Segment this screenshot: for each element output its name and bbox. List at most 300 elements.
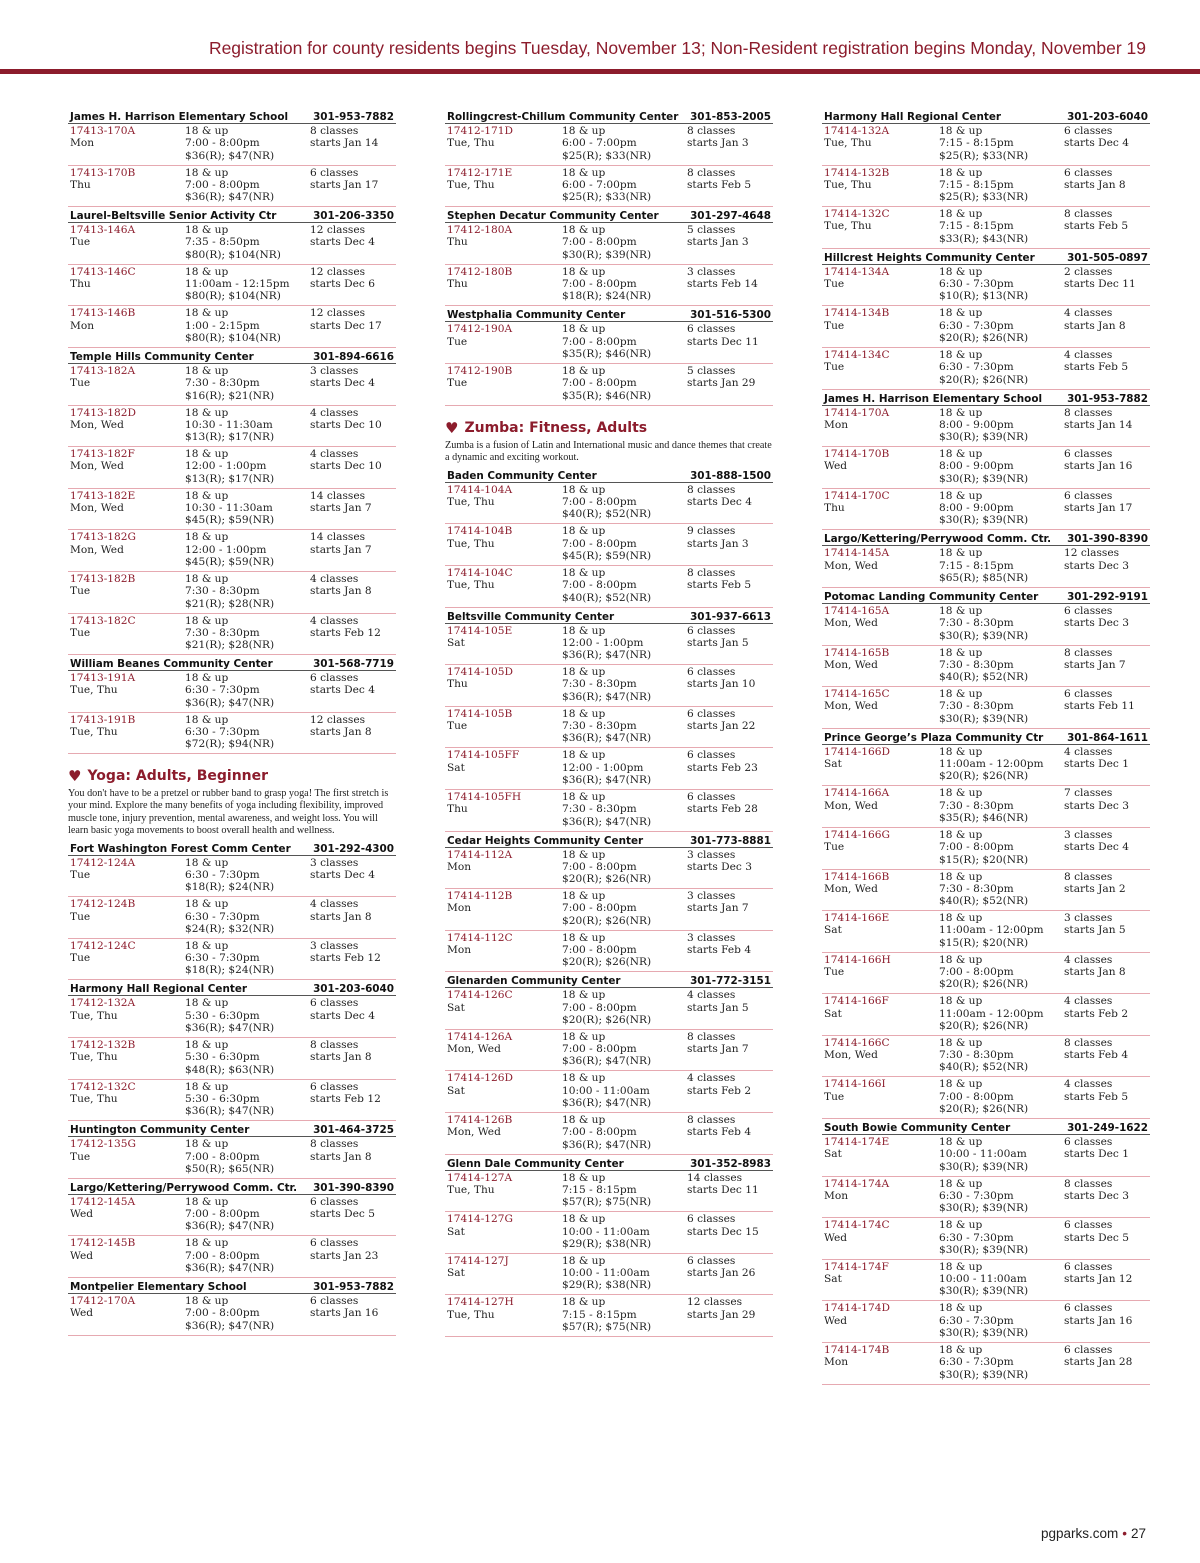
class-details — [185, 1081, 310, 1121]
class-left — [824, 125, 939, 165]
class-age: 18 & up — [185, 1080, 229, 1093]
class-code[interactable]: 17414-166C — [824, 1036, 890, 1049]
class-start: starts Dec 3 — [1064, 617, 1129, 630]
class-code[interactable]: 17413-182B — [70, 572, 136, 585]
class-code[interactable]: 17413-146C — [70, 265, 136, 278]
class-days: Mon, Wed — [70, 543, 124, 556]
class-listing — [445, 665, 773, 707]
class-code[interactable]: 17413-182C — [70, 614, 136, 627]
class-code[interactable]: 17414-105D — [447, 666, 513, 679]
class-start: starts Dec 4 — [310, 377, 375, 390]
class-start: starts Jan 8 — [310, 910, 372, 923]
class-count: 4 classes — [310, 406, 359, 419]
class-code[interactable]: 17414-166E — [824, 912, 890, 925]
class-details — [562, 125, 687, 165]
class-left — [824, 1219, 939, 1259]
class-schedule — [1064, 1302, 1152, 1342]
class-listing — [68, 1038, 396, 1080]
class-left — [824, 829, 939, 869]
class-time: 7:00 - 8:00pm — [185, 1249, 260, 1262]
class-code[interactable]: 17412-145B — [70, 1237, 136, 1250]
class-left — [824, 1136, 939, 1176]
location-name: James H. Harrison Elementary School — [824, 392, 1043, 405]
class-listing — [822, 1077, 1150, 1119]
class-fee: $20(R); $26(NR) — [562, 914, 652, 927]
class-count: 6 classes — [310, 997, 359, 1010]
class-code[interactable]: 17414-145A — [824, 547, 890, 560]
class-age: 18 & up — [185, 166, 229, 179]
class-listing — [68, 306, 396, 348]
class-code[interactable]: 17413-182F — [70, 448, 135, 461]
class-code[interactable]: 17414-112B — [447, 890, 513, 903]
class-start: starts Jan 8 — [310, 1051, 372, 1064]
class-code[interactable]: 17414-174C — [824, 1219, 890, 1232]
class-schedule — [687, 666, 775, 706]
class-code[interactable]: 17413-170A — [70, 125, 136, 137]
class-schedule — [687, 1255, 775, 1295]
class-details — [562, 567, 687, 607]
class-left — [447, 567, 562, 607]
class-code[interactable]: 17413-182D — [70, 406, 136, 419]
class-listing — [68, 489, 396, 531]
class-code[interactable]: 17414-165C — [824, 688, 890, 701]
class-code[interactable]: 17412-170A — [70, 1295, 136, 1308]
class-schedule — [1064, 407, 1152, 447]
class-start: starts Dec 5 — [310, 1208, 375, 1221]
class-schedule — [687, 224, 775, 264]
class-code[interactable]: 17414-174E — [824, 1136, 890, 1149]
class-schedule — [687, 1172, 775, 1212]
class-code[interactable]: 17414-132B — [824, 166, 890, 179]
class-days: Tue, Thu — [447, 1308, 495, 1321]
class-schedule — [687, 791, 775, 831]
class-code[interactable]: 17414-170A — [824, 406, 890, 419]
class-code[interactable]: 17414-166A — [824, 787, 890, 800]
class-left — [70, 857, 185, 897]
class-code[interactable]: 17413-146A — [70, 224, 136, 237]
class-fee: $18(R); $24(NR) — [185, 881, 275, 894]
class-start: starts Feb 4 — [687, 1126, 752, 1139]
class-code[interactable]: 17414-127A — [447, 1171, 513, 1184]
class-listing — [445, 524, 773, 566]
class-code[interactable]: 17413-146B — [70, 307, 136, 320]
class-code[interactable]: 17414-174F — [824, 1260, 889, 1273]
class-code[interactable]: 17414-104B — [447, 525, 513, 538]
class-schedule — [687, 1213, 775, 1253]
class-fee: $21(R); $28(NR) — [185, 597, 275, 610]
class-code[interactable]: 17412-190A — [447, 323, 513, 336]
class-left — [824, 995, 939, 1035]
class-left — [824, 167, 939, 207]
location-name: Harmony Hall Regional Center — [824, 111, 1002, 123]
class-code[interactable]: 17414-104A — [447, 483, 513, 496]
class-fee: $13(R); $17(NR) — [185, 472, 275, 485]
class-code[interactable]: 17414-105E — [447, 624, 513, 637]
class-fee: $36(R); $47(NR) — [562, 1138, 652, 1151]
class-details — [562, 1255, 687, 1295]
class-days: Wed — [824, 460, 848, 473]
class-fee: $80(R); $104(NR) — [185, 290, 281, 303]
class-age: 18 & up — [562, 931, 606, 944]
class-details — [562, 167, 687, 207]
class-days: Mon — [70, 137, 95, 150]
class-left — [447, 323, 562, 363]
class-code[interactable]: 17413-191B — [70, 713, 136, 726]
class-code[interactable]: 17414-132C — [824, 208, 890, 221]
class-code[interactable]: 17414-174B — [824, 1344, 890, 1357]
class-left — [70, 125, 185, 165]
class-count: 8 classes — [687, 1114, 736, 1127]
class-schedule — [1064, 912, 1152, 952]
class-schedule — [1064, 1136, 1152, 1176]
class-time: 6:30 - 7:30pm — [939, 1314, 1014, 1327]
class-age: 18 & up — [185, 1195, 229, 1208]
class-fee: $48(R); $63(NR) — [185, 1063, 275, 1076]
class-time: 7:00 - 8:00pm — [562, 1126, 637, 1139]
class-start: starts Jan 8 — [1064, 178, 1126, 191]
class-code[interactable]: 17414-166G — [824, 828, 890, 841]
class-listing — [68, 614, 396, 656]
class-code[interactable]: 17414-166B — [824, 870, 890, 883]
location-phone: 301-953-7882 — [313, 111, 394, 123]
class-time: 6:30 - 7:30pm — [939, 278, 1014, 291]
class-fee: $36(R); $47(NR) — [185, 149, 275, 162]
class-time: 6:30 - 7:30pm — [939, 1231, 1014, 1244]
class-days: Tue — [824, 361, 845, 374]
class-schedule — [310, 997, 398, 1037]
class-time: 7:30 - 8:30pm — [185, 626, 260, 639]
class-code[interactable]: 17412-124A — [70, 856, 136, 869]
class-fee: $40(R); $52(NR) — [562, 591, 652, 604]
class-code[interactable]: 17414-105FH — [447, 790, 522, 803]
class-count: 3 classes — [310, 856, 359, 869]
class-time: 7:35 - 8:50pm — [185, 236, 260, 249]
class-code[interactable]: 17414-105B — [447, 707, 513, 720]
class-schedule — [1064, 208, 1152, 248]
class-code[interactable]: 17413-182G — [70, 531, 136, 544]
class-details — [939, 1261, 1064, 1301]
class-code[interactable]: 17414-166D — [824, 745, 890, 758]
class-time: 7:00 - 8:00pm — [562, 902, 637, 915]
class-days: Mon — [824, 1189, 849, 1202]
class-code[interactable]: 17414-104C — [447, 566, 513, 579]
class-details — [939, 605, 1064, 645]
class-fee: $36(R); $47(NR) — [185, 191, 275, 204]
class-time: 11:00am - 12:15pm — [185, 278, 290, 291]
class-time: 10:30 - 11:30am — [185, 418, 273, 431]
class-days: Tue — [70, 626, 91, 639]
class-code[interactable]: 17414-126A — [447, 1030, 513, 1043]
class-code[interactable]: 17412-132B — [70, 1039, 136, 1052]
class-count: 6 classes — [1064, 1219, 1113, 1232]
class-code[interactable]: 17414-134B — [824, 307, 890, 320]
site-url[interactable]: pgparks.com — [1040, 1526, 1119, 1541]
class-time: 7:00 - 8:00pm — [939, 1090, 1014, 1103]
class-code[interactable]: 17414-134A — [824, 265, 890, 278]
class-time: 1:00 - 2:15pm — [185, 319, 260, 332]
class-days: Sat — [447, 1267, 465, 1280]
class-left — [447, 625, 562, 665]
location-phone: 301-888-1500 — [690, 469, 771, 482]
class-count: 4 classes — [310, 898, 359, 911]
class-details — [185, 714, 310, 754]
class-details — [939, 688, 1064, 728]
class-listing — [822, 953, 1150, 995]
class-left — [824, 912, 939, 952]
class-code[interactable]: 17412-180A — [447, 224, 513, 237]
class-schedule — [310, 857, 398, 897]
class-fee: $30(R); $39(NR) — [939, 1327, 1029, 1340]
class-code[interactable]: 17414-165B — [824, 646, 890, 659]
class-left — [824, 787, 939, 827]
class-time: 7:30 - 8:30pm — [562, 803, 637, 816]
class-age: 18 & up — [562, 666, 606, 679]
class-start: starts Dec 4 — [1064, 841, 1129, 854]
class-age: 18 & up — [562, 707, 606, 720]
class-details — [185, 1237, 310, 1277]
class-left — [824, 490, 939, 530]
class-age: 18 & up — [562, 323, 606, 336]
registration-banner — [0, 38, 1200, 72]
class-schedule — [687, 323, 775, 363]
class-schedule — [310, 125, 398, 165]
class-left — [824, 871, 939, 911]
class-days: Thu — [70, 178, 91, 191]
class-schedule — [687, 989, 775, 1029]
class-details — [939, 167, 1064, 207]
class-start: starts Jan 7 — [310, 543, 372, 556]
class-days: Sat — [447, 636, 465, 649]
class-start: starts Feb 4 — [687, 943, 752, 956]
class-time: 5:30 - 6:30pm — [185, 1092, 260, 1105]
class-schedule — [310, 940, 398, 980]
class-listing — [822, 406, 1150, 448]
class-time: 7:15 - 8:15pm — [939, 559, 1014, 572]
class-start: starts Dec 3 — [1064, 559, 1129, 572]
class-details — [562, 1172, 687, 1212]
class-listing — [822, 166, 1150, 208]
class-code[interactable]: 17412-124B — [70, 898, 136, 911]
class-age: 18 & up — [939, 348, 983, 361]
class-details — [939, 647, 1064, 687]
class-left — [824, 547, 939, 587]
class-code[interactable]: 17414-126B — [447, 1114, 513, 1127]
class-time: 6:30 - 7:30pm — [939, 361, 1014, 374]
class-days: Thu — [447, 236, 468, 249]
class-age: 18 & up — [185, 1295, 229, 1308]
class-details — [185, 857, 310, 897]
class-fee: $57(R); $75(NR) — [562, 1196, 652, 1209]
class-time: 7:30 - 8:30pm — [939, 658, 1014, 671]
class-details — [185, 898, 310, 938]
class-details — [562, 1213, 687, 1253]
class-age: 18 & up — [562, 624, 606, 637]
class-time: 7:30 - 8:30pm — [939, 1049, 1014, 1062]
class-fee: $30(R); $39(NR) — [939, 1160, 1029, 1173]
class-code[interactable]: 17414-174A — [824, 1177, 890, 1190]
class-time: 7:30 - 8:30pm — [185, 377, 260, 390]
location-name: Temple Hills Community Center — [70, 350, 254, 363]
class-fee: $40(R); $52(NR) — [562, 508, 652, 521]
class-left — [447, 890, 562, 930]
class-age: 18 & up — [562, 1213, 606, 1226]
class-age: 18 & up — [939, 1344, 983, 1357]
class-left — [70, 898, 185, 938]
class-listing — [445, 624, 773, 666]
class-age: 18 & up — [939, 1078, 983, 1091]
class-details — [185, 448, 310, 488]
class-age: 18 & up — [939, 166, 983, 179]
class-code[interactable]: 17412-132C — [70, 1080, 136, 1093]
class-time: 11:00am - 12:00pm — [939, 758, 1044, 771]
class-listing — [822, 489, 1150, 531]
class-code[interactable]: 17412-124C — [70, 939, 136, 952]
class-code[interactable]: 17413-170B — [70, 166, 136, 179]
class-listing — [445, 988, 773, 1030]
class-code[interactable]: 17414-170C — [824, 489, 890, 502]
class-days: Mon, Wed — [70, 502, 124, 515]
class-time: 5:30 - 6:30pm — [185, 1009, 260, 1022]
class-age: 18 & up — [939, 1177, 983, 1190]
class-start: starts Dec 11 — [687, 335, 759, 348]
class-start: starts Jan 3 — [687, 236, 749, 249]
class-code[interactable]: 17414-127H — [447, 1296, 514, 1309]
section-heading — [445, 418, 773, 438]
class-code[interactable]: 17412-171D — [447, 125, 513, 137]
class-fee: $30(R); $39(NR) — [939, 1202, 1029, 1215]
class-listing — [445, 748, 773, 790]
class-count: 2 classes — [1064, 265, 1113, 278]
class-details — [939, 448, 1064, 488]
class-age: 18 & up — [939, 745, 983, 758]
class-days: Tue, Thu — [447, 137, 495, 150]
class-count: 6 classes — [687, 1254, 736, 1267]
class-left — [824, 208, 939, 248]
class-left — [70, 224, 185, 264]
class-left — [824, 1261, 939, 1301]
class-code[interactable]: 17414-126D — [447, 1072, 513, 1085]
location-name: Potomac Landing Community Center — [824, 590, 1039, 603]
class-age: 18 & up — [939, 489, 983, 502]
class-listing — [445, 322, 773, 364]
class-fee: $36(R); $47(NR) — [185, 1220, 275, 1233]
class-fee: $30(R); $39(NR) — [939, 514, 1029, 527]
class-details — [939, 1037, 1064, 1077]
class-listing — [68, 1236, 396, 1278]
class-schedule — [310, 266, 398, 306]
class-listing — [822, 124, 1150, 166]
class-fee: $36(R); $47(NR) — [562, 815, 652, 828]
class-count: 8 classes — [1064, 1036, 1113, 1049]
class-start: starts Feb 5 — [1064, 361, 1129, 374]
class-code[interactable]: 17414-174D — [824, 1302, 890, 1315]
class-code[interactable]: 17414-112A — [447, 848, 513, 861]
class-fee: $45(R); $59(NR) — [562, 549, 652, 562]
class-code[interactable]: 17414-112C — [447, 931, 513, 944]
class-fee: $30(R); $39(NR) — [562, 248, 652, 261]
class-code[interactable]: 17414-126C — [447, 989, 513, 1002]
class-count: 4 classes — [1064, 745, 1113, 758]
class-time: 7:30 - 8:30pm — [185, 585, 260, 598]
class-left — [447, 708, 562, 748]
class-listing — [68, 897, 396, 939]
class-start: starts Dec 4 — [310, 1009, 375, 1022]
class-left — [70, 997, 185, 1037]
class-code[interactable]: 17414-127J — [447, 1254, 509, 1267]
class-start: starts Jan 8 — [310, 1150, 372, 1163]
class-code[interactable]: 17414-165A — [824, 604, 890, 617]
class-days: Mon — [447, 943, 472, 956]
class-left — [70, 307, 185, 347]
class-count: 12 classes — [1064, 547, 1120, 560]
class-code[interactable]: 17413-182A — [70, 364, 136, 377]
location-name: Fort Washington Forest Comm Center — [70, 842, 291, 855]
class-code[interactable]: 17412-180B — [447, 265, 513, 278]
class-code[interactable]: 17414-166F — [824, 995, 889, 1008]
class-start: starts Jan 29 — [687, 1308, 756, 1321]
class-days: Tue — [447, 377, 468, 390]
class-fee: $20(R); $26(NR) — [562, 956, 652, 969]
class-start: starts Feb 2 — [1064, 1007, 1129, 1020]
class-days: Sat — [447, 1225, 465, 1238]
class-details — [185, 531, 310, 571]
class-code[interactable]: 17414-105FF — [447, 749, 520, 762]
class-code[interactable]: 17412-145A — [70, 1195, 136, 1208]
class-start: starts Dec 6 — [310, 278, 375, 291]
class-code[interactable]: 17413-191A — [70, 672, 136, 685]
class-count: 6 classes — [1064, 489, 1113, 502]
class-schedule — [687, 1296, 775, 1336]
class-time: 8:00 - 9:00pm — [939, 502, 1014, 515]
class-code[interactable]: 17414-134C — [824, 348, 890, 361]
class-time: 6:00 - 7:00pm — [562, 137, 637, 150]
class-details — [939, 125, 1064, 165]
class-left — [824, 448, 939, 488]
class-schedule — [687, 849, 775, 889]
class-code[interactable]: 17413-182E — [70, 489, 136, 502]
class-code[interactable]: 17414-166H — [824, 953, 891, 966]
class-code[interactable]: 17414-166I — [824, 1078, 886, 1091]
class-schedule — [687, 1072, 775, 1112]
class-code[interactable]: 17412-135G — [70, 1138, 136, 1151]
location-header — [445, 468, 773, 483]
class-listing — [68, 265, 396, 307]
class-days: Mon, Wed — [824, 617, 878, 630]
class-code[interactable]: 17412-190B — [447, 364, 513, 377]
class-time: 12:00 - 1:00pm — [185, 460, 267, 473]
class-details — [562, 791, 687, 831]
location-phone: 301-516-5300 — [690, 309, 771, 322]
class-code[interactable]: 17412-132A — [70, 997, 136, 1010]
class-age: 18 & up — [939, 787, 983, 800]
class-details — [562, 1296, 687, 1336]
class-listing — [445, 931, 773, 973]
class-count: 6 classes — [310, 166, 359, 179]
location-header — [445, 208, 773, 223]
class-code[interactable]: 17414-170B — [824, 448, 890, 461]
class-details — [185, 407, 310, 447]
class-listing — [445, 1254, 773, 1296]
class-code[interactable]: 17414-127G — [447, 1213, 513, 1226]
class-schedule — [1064, 688, 1152, 728]
class-days: Tue, Thu — [70, 1009, 118, 1022]
class-count: 9 classes — [687, 525, 736, 538]
class-days: Wed — [70, 1249, 94, 1262]
class-fee: $50(R); $65(NR) — [185, 1162, 275, 1175]
class-code[interactable]: 17414-132A — [824, 125, 890, 137]
class-schedule — [310, 1138, 398, 1178]
class-code[interactable]: 17412-171E — [447, 166, 513, 179]
